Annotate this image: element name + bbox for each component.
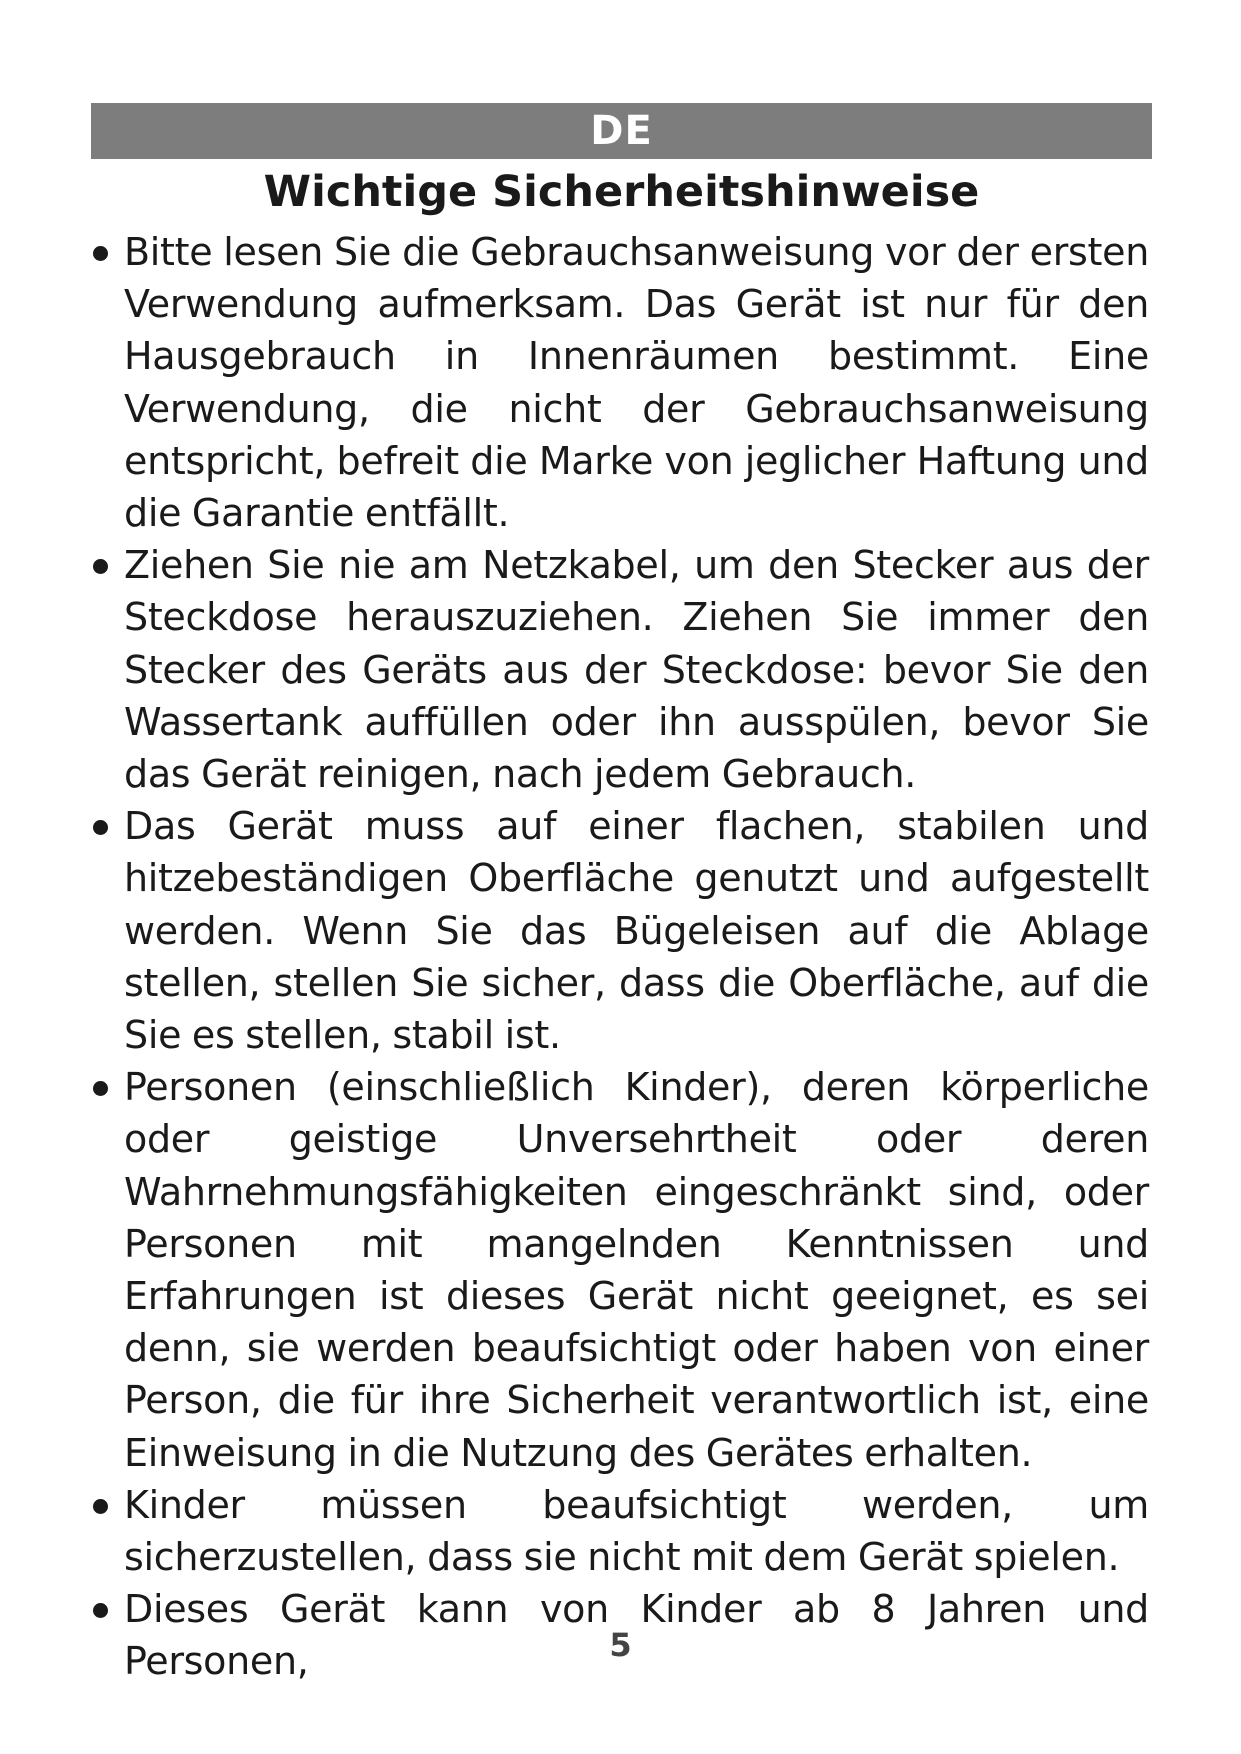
list-item-text: Das Gerät muss auf einer flachen, stabilen und hitzebeständigen Oberfläche genutzt und aufgestellt werden. Wenn Sie das Bügeleisen auf die Ablage stellen, stellen Sie sicher, dass die Oberfläche, auf die Sie es stellen, stabil ist. bbox=[124, 804, 1149, 1058]
list-item-text: Kinder müssen beaufsichtigt werden, um sicherzustellen, dass sie nicht mit dem Gerät spielen. bbox=[124, 1482, 1149, 1580]
safety-instructions-list bbox=[91, 226, 1149, 1688]
bullet-icon bbox=[93, 1081, 108, 1096]
list-item bbox=[91, 1061, 1149, 1479]
page-number: 5 bbox=[609, 1626, 632, 1664]
list-item bbox=[91, 800, 1149, 1061]
bullet-icon bbox=[93, 559, 108, 574]
list-item bbox=[91, 1479, 1149, 1583]
language-header-bar bbox=[91, 103, 1152, 159]
list-item-text: Personen (einschließlich Kinder), deren körperliche oder geistige Unversehrtheit oder deren Wahrnehmungsfähigkeiten eingeschränkt sind, oder Personen mit mangelnden Kenntnissen und Erfahrungen ist dieses Gerät nicht geeignet, es sei denn, sie werden beaufsichtigt oder haben von einer Person, die für ihre Sicherheit verantwortlich ist, eine Einweisung in die Nutzung des Gerätes erhalten. bbox=[124, 1065, 1149, 1475]
list-item-text: Ziehen Sie nie am Netzkabel, um den Stecker aus der Steckdose herauszuziehen. Ziehen Sie immer den Stecker des Geräts aus der Steckdose: bevor Sie den Wassertank auffüllen oder ihn ausspülen, bevor Sie das Gerät reinigen, nach jedem Gebrauch. bbox=[124, 543, 1149, 797]
language-code: DE bbox=[590, 108, 653, 154]
list-item bbox=[91, 539, 1149, 800]
bullet-icon bbox=[93, 246, 108, 261]
list-item-text: Bitte lesen Sie die Gebrauchsanweisung vor der ersten Verwendung aufmerksam. Das Gerät ist nur für den Hausgebrauch in Innenräumen bestimmt. Eine Verwendung, die nicht der Gebrauchsanweisung entspricht, befreit die Marke von jeglicher Haftung und die Garantie entfällt. bbox=[124, 230, 1149, 536]
bullet-icon bbox=[93, 1499, 108, 1514]
page-title: Wichtige Sicherheitshinweise bbox=[263, 167, 980, 217]
bullet-icon bbox=[93, 820, 108, 835]
list-item-text: Dieses Gerät kann von Kinder ab 8 Jahren und Personen, bbox=[124, 1587, 1149, 1684]
bullet-icon bbox=[93, 1603, 108, 1618]
list-item bbox=[91, 226, 1149, 539]
